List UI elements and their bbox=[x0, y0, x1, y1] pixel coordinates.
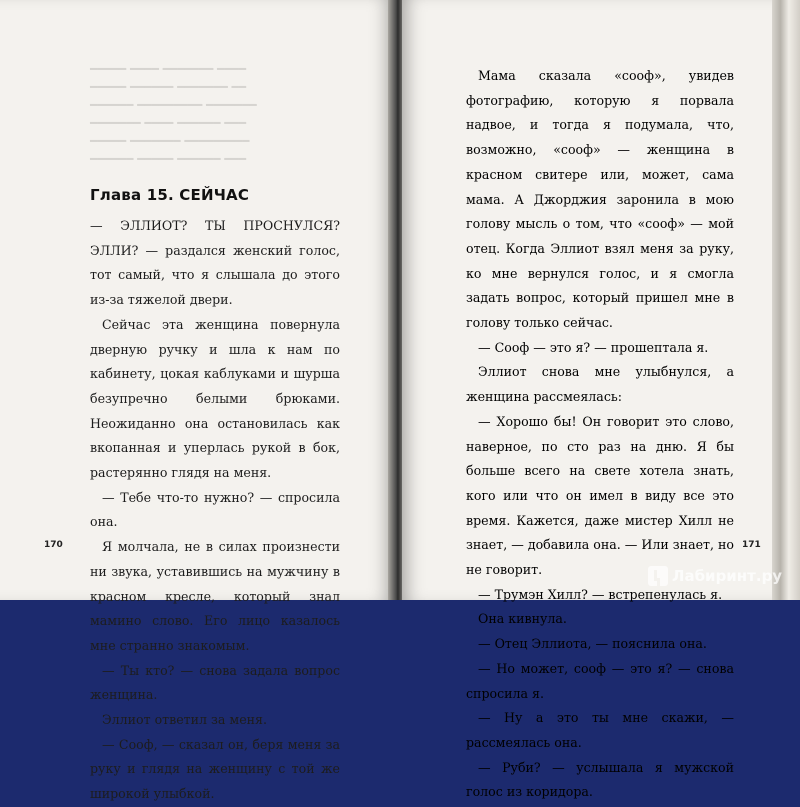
paragraph: — ЭЛЛИОТ? ТЫ ПРОСНУЛСЯ? ЭЛЛИ? — раздался женский голос, тот самый, что я слышала до этого из-за тяжелой двери. bbox=[90, 218, 340, 308]
paragraph: — Хорошо бы! Он говорит это слово, наверное, по сто раз на дню. Я бы больше всего на свете хотела знать, кого или что он имел в виду все это время. Кажется, даже мистер Хилл не знает, — добавила она. — Или знает, но не говорит. bbox=[466, 413, 734, 578]
paragraph: — Сооф — это я? — прошептала я. bbox=[478, 339, 709, 355]
watermark bbox=[648, 562, 788, 590]
page-number-left: 170 bbox=[44, 540, 63, 550]
right-page-body bbox=[466, 64, 734, 805]
paragraph: Эллиот снова мне улыбнулся, а женщина рассмеялась: bbox=[466, 364, 734, 405]
watermark-text: Лабиринт.ру bbox=[672, 567, 783, 585]
paragraph: Я молчала, не в силах произнести ни звука, уставившись на мужчину в красном кресле, который знал мамино слово. Его лицо казалось мне странно знакомым. bbox=[90, 539, 340, 653]
paragraph: — Отец Эллиота, — пояснила она. bbox=[478, 636, 707, 652]
paragraph: Мама сказала «сооф», увидев фотографию, которую я порвала надвое, и тогда я подумала, что, возможно, «сооф» — женщина в красном свитере или, может, сама мама. А Джорджия заронила в мою голову мысль о том, что «сооф» — мой отец. Когда Эллиот взял меня за руку, ко мне вернулся голос, и я смогла задать вопрос, который пришел мне в голову только сейчас. bbox=[466, 68, 734, 331]
left-page-body bbox=[90, 214, 340, 807]
left-page bbox=[0, 0, 392, 802]
paragraph: Эллиот ответил за меня. bbox=[102, 712, 268, 728]
paragraph: — Тебе что-то нужно? — спросила она. bbox=[90, 489, 340, 530]
paragraph: Она кивнула. bbox=[478, 611, 567, 627]
paragraph: — Трумэн Хилл? — встрепенулась я. bbox=[478, 586, 723, 602]
labirint-logo-icon bbox=[648, 566, 668, 586]
paragraph: — Ну а это ты мне скажи, — рассмеялась она. bbox=[466, 710, 734, 750]
paragraph: — Сооф, — сказал он, беря меня за руку и глядя на женщину с той же широкой улыбкой. bbox=[90, 736, 340, 802]
paragraph: — Но может, сооф — это я? — снова спросила я. bbox=[466, 660, 734, 701]
page-number-right: 171 bbox=[742, 540, 761, 550]
paragraph: Сейчас эта женщина повернула дверную ручку и шла к нам по кабинету, цокая каблуками и шурша безупречно белыми брюками. Неожиданно она остановилась как вкопанная и уперлась рукой в бок, растерянно глядя на меня. bbox=[90, 316, 340, 481]
page-edge bbox=[772, 0, 800, 600]
bleed-through-text: ━━━━━ ━━━━ ━━━━━━━ ━━━━ ━━━━━ ━━━━━━ ━━━━━━━ ━━ ━━━━━━ ━━━━━━━━━ ━━━━━━━ ━━━━━━━ ━━━━ ━━━━━━ ━━━ ━━━━━ ━━━━━━━ ━━━━━━━━━ ━━━━━━ ━━━━━ ━━━━━━ ━━━ bbox=[90, 62, 257, 166]
paragraph: — Ты кто? — снова задала вопрос женщина. bbox=[90, 662, 340, 703]
paragraph: — Руби? — услышала я мужской голос из коридора. bbox=[466, 759, 734, 800]
chapter-title: Глава 15. СЕЙЧАС bbox=[90, 186, 250, 204]
